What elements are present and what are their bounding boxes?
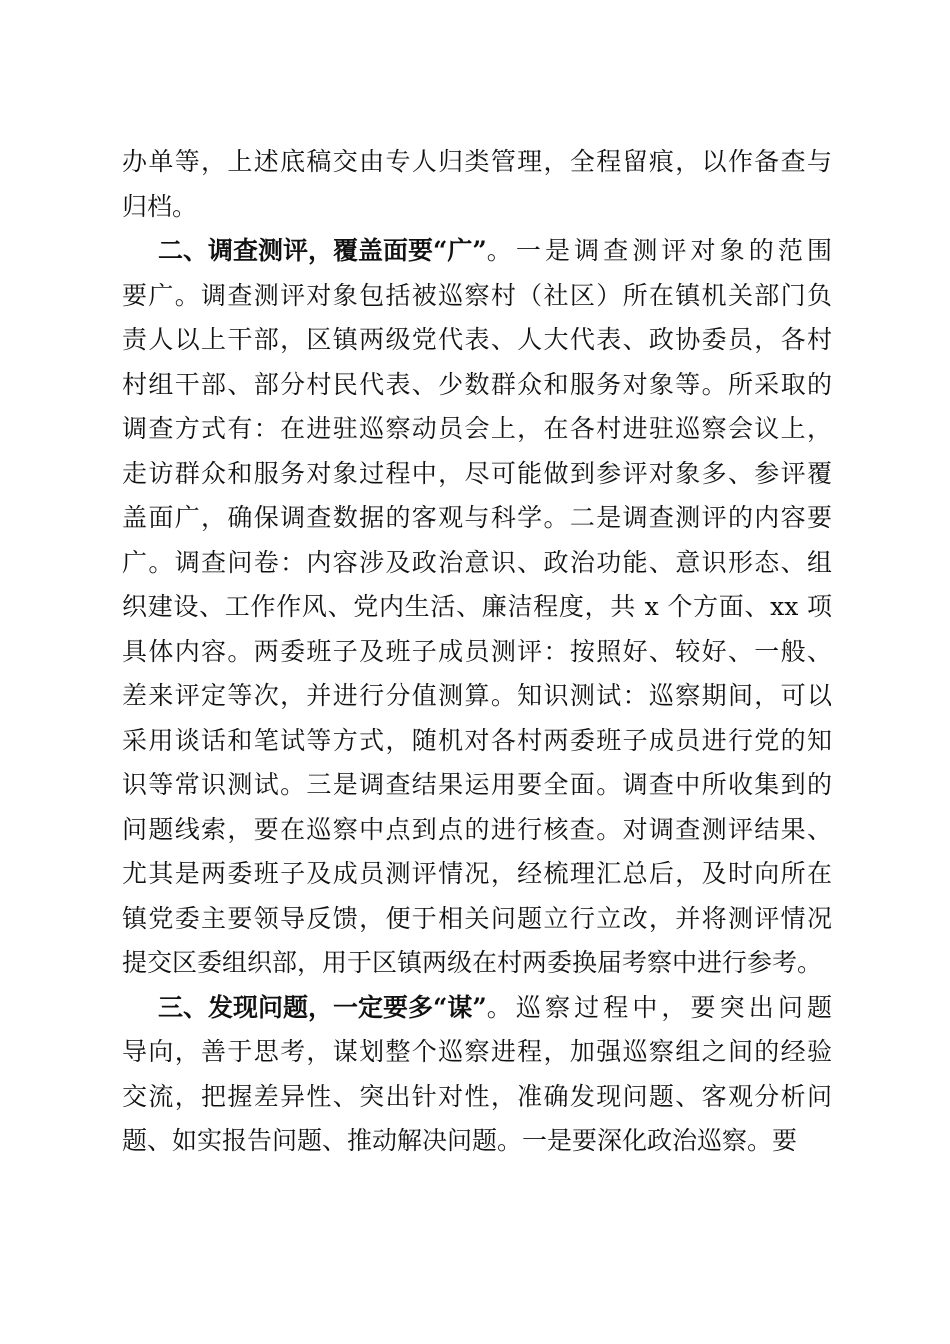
text-line <box>122 185 832 230</box>
text-line <box>122 363 832 408</box>
text-line <box>122 941 832 986</box>
line-text: 归档。 <box>122 191 198 221</box>
line-text: 题、如实报告问题、推动解决问题。一是要深化政治巡察。要 <box>122 1126 798 1155</box>
text-line <box>122 140 832 185</box>
text-line <box>122 897 832 942</box>
line-text: 差来评定等次，并进行分值测算。知识测试：巡察期间，可以 <box>122 681 832 710</box>
text-line <box>122 274 832 319</box>
line-text: 织建设、工作作风、党内生活、廉洁程度，共 x 个方面、xx 项 <box>122 592 832 621</box>
text-line <box>122 674 832 719</box>
text-line <box>122 496 832 541</box>
text-line <box>122 1119 832 1164</box>
line-text: 走访群众和服务对象过程中，尽可能做到参评对象多、参评覆 <box>122 458 832 488</box>
line-text: 盖面广，确保调查数据的客观与科学。二是调查测评的内容要 <box>122 503 832 532</box>
section-heading: 三、发现问题，一定要多“谋” <box>158 992 487 1022</box>
text-line <box>122 630 832 675</box>
text-line <box>122 986 832 1031</box>
line-text: 具体内容。两委班子及班子成员测评：按照好、较好、一般、 <box>122 636 832 666</box>
line-text: 提交区委组织部，用于区镇两级在村两委换届考察中进行参考。 <box>122 948 823 977</box>
line-text: 办单等，上述底稿交由专人归类管理，全程留痕，以作备查与 <box>122 147 832 176</box>
line-text: 识等常识测试。三是调查结果运用要全面。调查中所收集到的 <box>122 770 832 799</box>
line-text: 问题线索，要在巡察中点到点的进行核查。对调查测评结果、 <box>122 814 832 844</box>
line-text: 交流，把握差异性、突出针对性，准确发现问题、客观分析问 <box>122 1081 832 1111</box>
body-text <box>122 140 832 1164</box>
section-heading: 二、调查测评，覆盖面要“广” <box>158 236 487 265</box>
line-text: 尤其是两委班子及成员测评情况，经梳理汇总后，及时向所在 <box>122 859 832 888</box>
line-text: 要广。调查测评对象包括被巡察村（社区）所在镇机关部门负 <box>122 280 832 310</box>
line-text: 镇党委主要领导反馈，便于相关问题立行立改，并将测评情况 <box>122 903 832 933</box>
text-line <box>122 585 832 630</box>
paragraph <box>122 986 832 1164</box>
text-line <box>122 229 832 274</box>
line-text: 村组干部、部分村民代表、少数群众和服务对象等。所采取的 <box>122 369 832 399</box>
text-line <box>122 407 832 452</box>
line-text: 广。调查问卷：内容涉及政治意识、政治功能、意识形态、组 <box>122 547 832 577</box>
text-line <box>122 541 832 586</box>
line-text: 调查方式有：在进驻巡察动员会上，在各村进驻巡察会议上， <box>122 414 832 443</box>
line-text: 责人以上干部，区镇两级党代表、人大代表、政协委员，各村 <box>122 325 832 354</box>
text-line <box>122 808 832 853</box>
text-line <box>122 852 832 897</box>
line-text: 导向，善于思考，谋划整个巡察进程，加强巡察组之间的经验 <box>122 1037 832 1066</box>
text-line <box>122 1030 832 1075</box>
line-text: 采用谈话和笔试等方式，随机对各村两委班子成员进行党的知 <box>122 725 832 755</box>
text-line <box>122 1075 832 1120</box>
paragraph <box>122 140 832 229</box>
line-text: 。巡察过程中，要突出问题 <box>486 992 832 1022</box>
text-line <box>122 318 832 363</box>
paragraph <box>122 229 832 986</box>
text-line <box>122 452 832 497</box>
text-line <box>122 719 832 764</box>
line-text: 。一是调查测评对象的范围 <box>486 236 832 265</box>
text-line <box>122 763 832 808</box>
